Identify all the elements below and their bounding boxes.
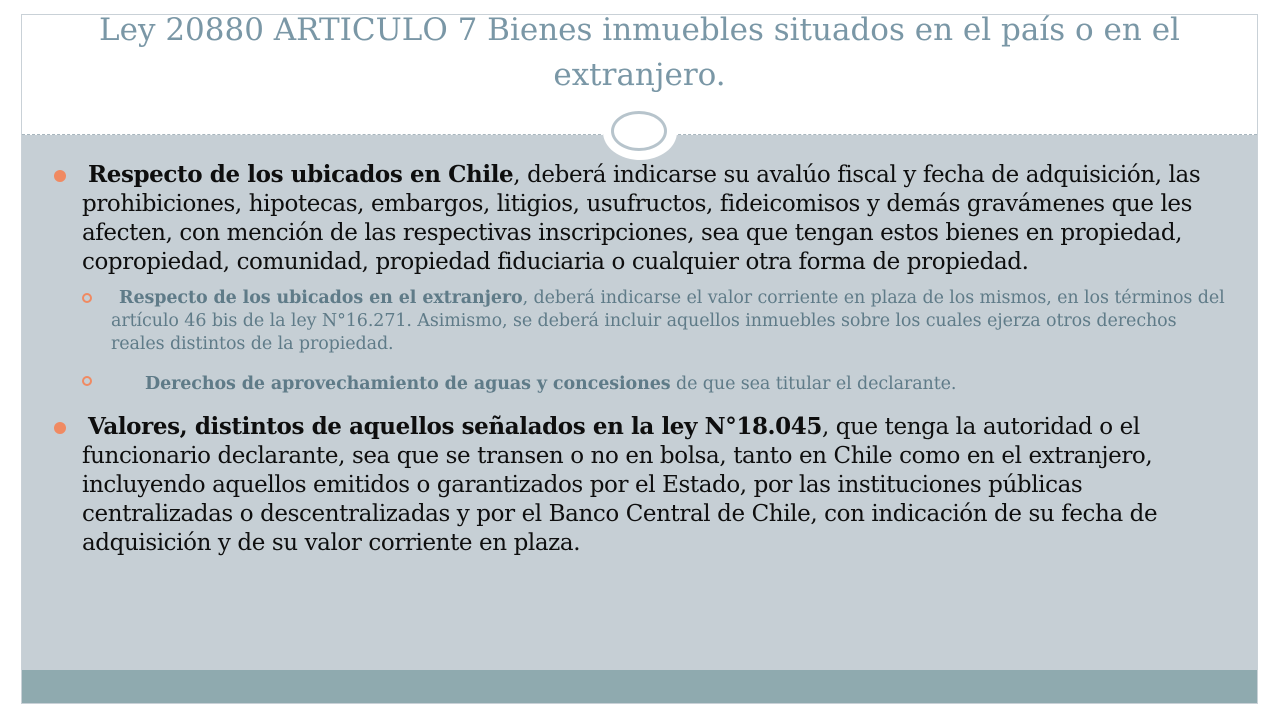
filled-circle-bullet-icon (54, 170, 66, 182)
sub-bullet-item-extranjero (50, 287, 1230, 356)
sub-bullet-lead-text: Respecto de los ubicados en el extranjero (119, 288, 523, 308)
bullet-item-valores (50, 412, 1230, 558)
slide-title: Ley 20880 ARTICULO 7 Bienes inmuebles situados en el país o en el extranjero. (99, 12, 1180, 93)
footer-bar (22, 670, 1257, 703)
bullet-item-chile (50, 160, 1230, 277)
bullet-lead-text: Respecto de los ubicados en Chile (88, 161, 514, 188)
slide-body (50, 160, 1230, 558)
sub-bullet-lead-text: Derechos de aprovechamiento de aguas y concesiones (145, 374, 671, 394)
ellipse-ornament-icon (611, 111, 667, 151)
bullet-body-text: , que tenga la autoridad o el funcionario declarante, sea que se transen o no en bolsa, tanto en Chile como en el extranjero, incluyendo aquellos emitidos o garantizados por el Estado, por las instituciones públicas centralizadas o descentralizadas y por el Banco Central de Chile, con indicación de su fecha de adquisición y de su valor corriente en plaza. (82, 414, 1158, 556)
sub-bullet-item-derechos-aguas (50, 370, 1230, 396)
sub-bullet-text-block (111, 370, 1230, 396)
sub-bullet-body-text: , deberá indicarse el valor corriente en plaza de los mismos, en los términos del artículo 46 bis de la ley N°16.271. Asimismo, se deberá incluir aquellos inmuebles sobre los cuales ejerza otros derechos reales distintos de la propiedad. (111, 288, 1225, 354)
ring-bullet-icon (82, 293, 92, 303)
ring-bullet-icon (82, 376, 92, 386)
filled-circle-bullet-icon (54, 422, 66, 434)
sub-bullet-body-text: de que sea titular el declarante. (670, 374, 957, 394)
bullet-lead-text: Valores, distintos de aquellos señalados en la ley N°18.045 (88, 413, 822, 440)
bullet-body-text: , deberá indicarse su avalúo fiscal y fecha de adquisición, las prohibiciones, hipotecas, embargos, litigios, usufructos, fideicomisos y demás gravámenes que les afecten, con mención de las respectivas inscripciones, sea que tengan estos bienes en propiedad, copropiedad, comunidad, propiedad fiduciaria o cualquier otra forma de propiedad. (82, 162, 1201, 275)
